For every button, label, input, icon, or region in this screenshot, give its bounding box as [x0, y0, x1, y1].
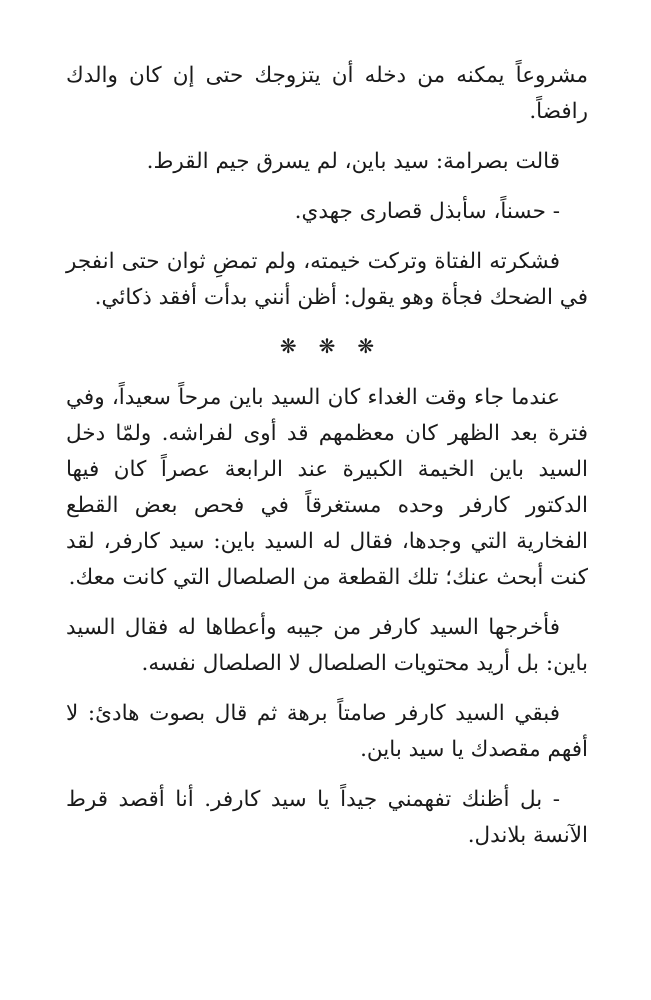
paragraph: فشكرته الفتاة وتركت خيمته، ولم تمضِ ثوان حتى انفجر في الضحك فجأة وهو يقول: أظن أنني بدأت أفقد ذكائي.: [66, 249, 588, 310]
paragraph: فأخرجها السيد كارفر من جيبه وأعطاها له فقال السيد باين: بل أريد محتويات الصلصال لا الصلصال نفسه.: [66, 615, 588, 676]
separator-star-icon: ❋: [279, 334, 297, 358]
paragraph: مشروعاً يمكنه من دخله أن يتزوجك حتى إن كان والدك رافضاً.: [66, 63, 588, 124]
separator-star-icon: ❋: [357, 334, 375, 358]
book-page: [66, 58, 588, 868]
paragraph: فبقي السيد كارفر صامتاً برهة ثم قال بصوت هادئ: لا أفهم مقصدك يا سيد باين.: [66, 701, 588, 762]
separator-star-icon: ❋: [318, 334, 336, 358]
paragraph: - حسناً، سأبذل قصارى جهدي.: [294, 199, 560, 224]
paragraph: - بل أظنك تفهمني جيداً يا سيد كارفر. أنا أقصد قرط الآنسة بلاندل.: [66, 787, 588, 848]
section-separator: [66, 336, 588, 356]
paragraph: قالت بصرامة: سيد باين، لم يسرق جيم القرط.: [146, 149, 560, 174]
paragraph: عندما جاء وقت الغداء كان السيد باين مرحاً سعيداً، وفي فترة بعد الظهر كان معظمهم قد أوى لفراشه. ولمّا دخل السيد باين الخيمة الكبيرة عند الرابعة عصراً كان فيها الدكتور كارفر وحده مستغرقاً في فحص بعض القطع الفخارية التي وجدها، فقال له السيد باين: سيد كارفر، لقد كنت أبحث عنك؛ تلك القطعة من الصلصال التي كانت معك.: [66, 385, 588, 590]
